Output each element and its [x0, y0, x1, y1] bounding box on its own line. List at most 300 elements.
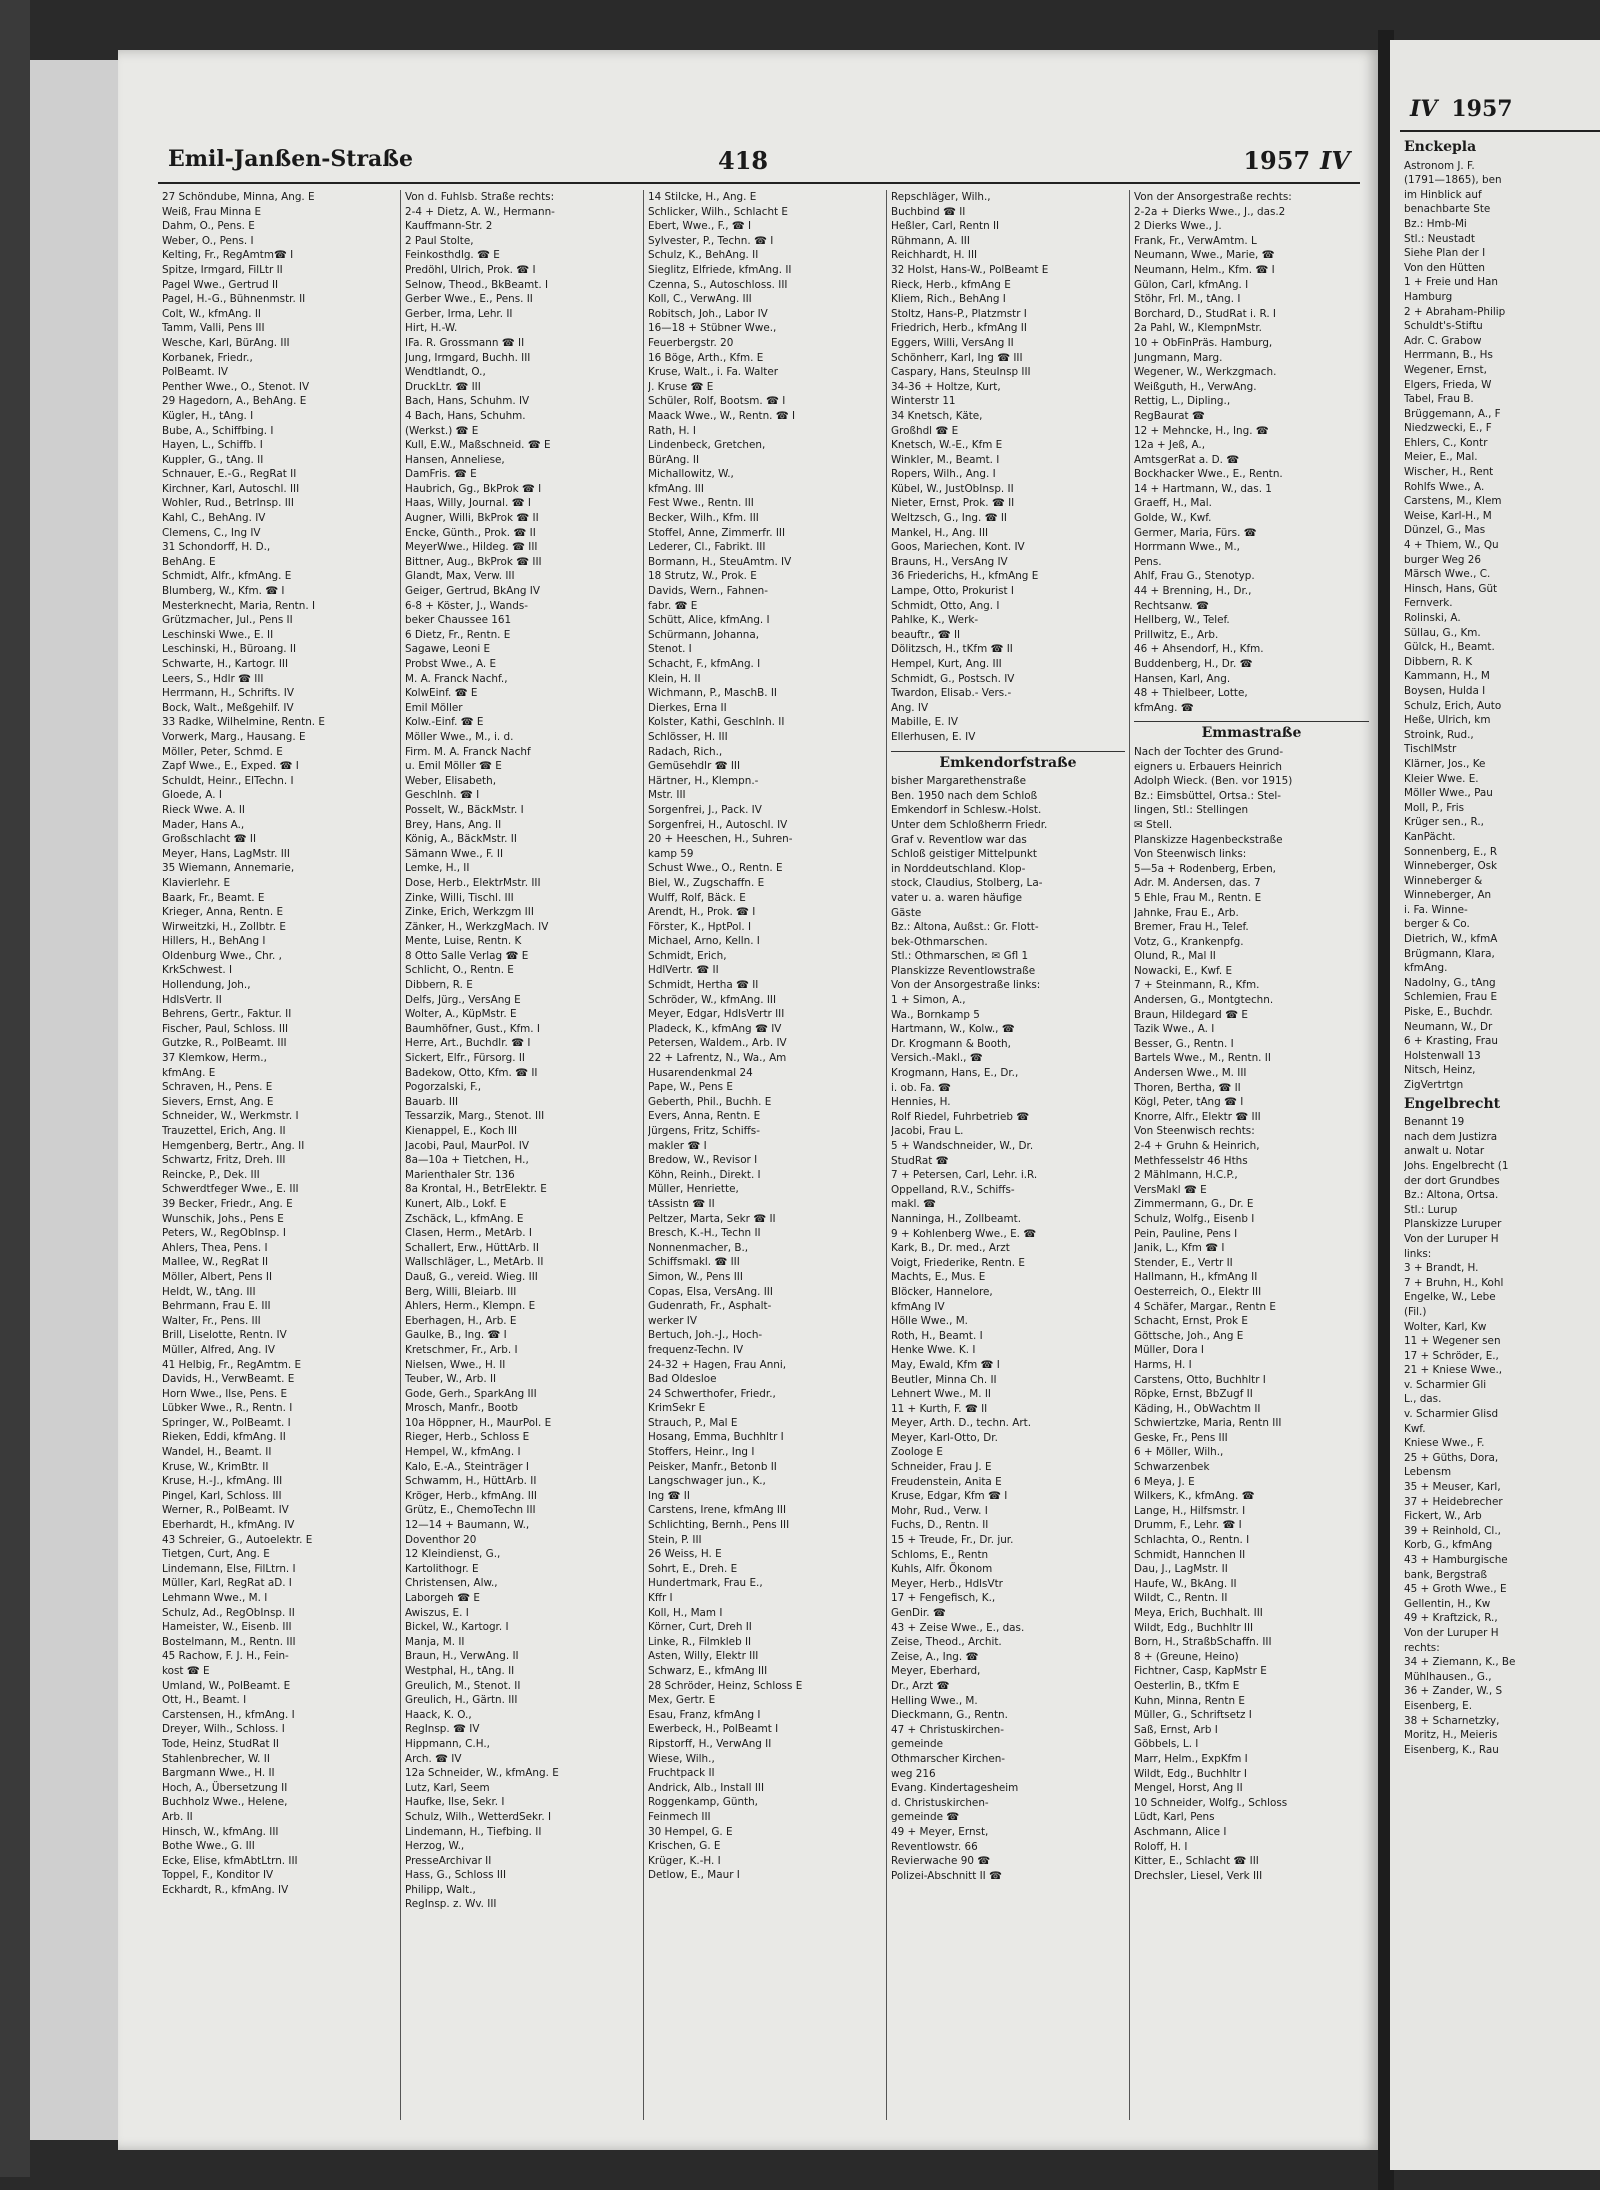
directory-entry: Möller Wwe., M., i. d.: [405, 730, 514, 743]
directory-entry: Holstenwall 13: [1404, 1049, 1481, 1062]
directory-entry: Ott, H., Beamt. I: [162, 1694, 247, 1707]
directory-entry: 28 Schröder, Heinz, Schloss E: [648, 1679, 803, 1692]
directory-entry: Bach, Hans, Schuhm. IV: [405, 395, 530, 408]
directory-entry: im Hinblick auf: [1404, 188, 1482, 201]
directory-entry: makler ☎ I: [648, 1139, 707, 1152]
directory-entry: 43 Schreier, G., Autoelektr. E: [162, 1533, 313, 1546]
directory-entry: 10 + ObFinPräs. Hamburg,: [1134, 336, 1273, 349]
directory-entry: Arendt, H., Prok. ☎ I: [648, 906, 756, 919]
directory-entry: 27 Schöndube, Minna, Ang. E: [162, 191, 315, 203]
directory-entry: Müller, Dora I: [1134, 1344, 1204, 1357]
directory-entry: links:: [1404, 1247, 1432, 1260]
directory-entry: GenDir. ☎: [891, 1607, 946, 1619]
directory-entry: Hempel, W., kfmAng. I: [405, 1446, 521, 1459]
directory-entry: Biel, W., Zugschaffn. E: [648, 876, 765, 889]
directory-entry: Eggers, Willi, VersAng II: [891, 336, 1014, 349]
directory-entry: Schloß geistiger Mittelpunkt: [891, 848, 1037, 861]
directory-entry: Bickel, W., Kartogr. I: [405, 1621, 509, 1634]
directory-entry: IFa. R. Grossmann ☎ II: [405, 336, 525, 349]
directory-entry: Hennies, H.: [891, 1096, 951, 1109]
directory-entry: Feinmech III: [648, 1810, 711, 1823]
directory-entry: Von der Luruper H: [1404, 1232, 1499, 1245]
directory-entry: 44 + Brenning, H., Dr.,: [1134, 585, 1252, 598]
directory-entry: Schwarz, E., kfmAng III: [648, 1664, 768, 1677]
directory-entry: Maack Wwe., W., Rentn. ☎ I: [648, 409, 796, 422]
directory-entry: Wilkers, K., kfmAng. ☎: [1134, 1490, 1255, 1503]
directory-entry: Blumberg, W., Kfm. ☎ I: [162, 585, 285, 598]
directory-entry: 7 + Petersen, Carl, Lehr. i.R.: [891, 1169, 1038, 1182]
directory-entry: Kartolithogr. E: [405, 1562, 479, 1575]
directory-entry: Manja, M. II: [405, 1635, 465, 1648]
directory-entry: Hinsch, W., kfmAng. III: [162, 1825, 279, 1838]
directory-entry: Hartmann, W., Kolw., ☎: [891, 1023, 1015, 1036]
directory-entry: Eberhardt, H., kfmAng. IV: [162, 1519, 295, 1532]
directory-entry: Dierkes, Erna II: [648, 701, 727, 714]
directory-entry: Stl.: Lurup: [1404, 1203, 1458, 1216]
directory-entry: Mankel, H., Ang. III: [891, 526, 989, 539]
directory-entry: Gode, Gerh., SparkAng III: [405, 1387, 537, 1400]
directory-entry: DruckLtr. ☎ III: [405, 380, 481, 393]
directory-entry: Wirweitzki, H., Zollbtr. E: [162, 920, 286, 933]
directory-entry: Förster, K., HptPol. I: [648, 920, 752, 933]
directory-entry: Schönherr, Karl, Ing ☎ III: [891, 351, 1023, 364]
directory-entry: Gäste: [891, 906, 922, 919]
directory-entry: Rieken, Eddi, kfmAng. II: [162, 1431, 286, 1444]
directory-entry: Born, H., StraßbSchaffn. III: [1134, 1636, 1272, 1649]
directory-entry: Simon, W., Pens III: [648, 1270, 743, 1283]
directory-entry: (Werkst.) ☎ E: [405, 424, 479, 437]
directory-entry: Fernverk.: [1404, 597, 1453, 610]
directory-entry: Sylvester, P., Techn. ☎ I: [648, 234, 774, 247]
directory-entry: 34 Knetsch, Käte,: [891, 409, 983, 422]
directory-entry: 6 Dietz, Fr., Rentn. E: [405, 628, 511, 641]
directory-entry: Caspary, Hans, SteuInsp III: [891, 366, 1031, 379]
directory-entry: kfmAng. ☎: [1134, 701, 1194, 714]
directory-entry: Dau, J., LagMstr. II: [1134, 1563, 1228, 1576]
directory-entry: Schmidt, Alfr., kfmAng. E: [162, 570, 292, 583]
directory-entry: Esau, Franz, kfmAng I: [648, 1708, 761, 1721]
directory-entry: Michael, Arno, Kelln. I: [648, 935, 760, 948]
directory-entry: Wiese, Wilh.,: [648, 1752, 715, 1765]
directory-entry: Rühmann, A. III: [891, 234, 970, 247]
directory-entry: 11 + Wegener sen: [1404, 1335, 1501, 1348]
directory-entry: Kffr I: [648, 1592, 673, 1604]
directory-entry: Wunschik, Johs., Pens E: [162, 1212, 284, 1225]
right-year: 1957: [1451, 96, 1513, 122]
directory-entry: 17 + Schröder, E.,: [1404, 1349, 1499, 1362]
directory-entry: Tietgen, Curt, Ang. E: [162, 1548, 270, 1561]
directory-entry: Meya, Erich, Buchhalt. III: [1134, 1607, 1263, 1619]
directory-entry: Badekow, Otto, Kfm. ☎ II: [405, 1066, 538, 1079]
directory-entry: Eisenberg, E.: [1404, 1699, 1472, 1712]
directory-entry: 41 Helbig, Fr., RegAmtm. E: [162, 1358, 302, 1371]
directory-entry: Aschmann, Alice I: [1134, 1825, 1227, 1838]
directory-entry: Schütt, Alice, kfmAng. I: [648, 614, 770, 627]
directory-entry: Koll, H., Mam I: [648, 1606, 723, 1619]
directory-entry: 20 + Heeschen, H., Suhren-: [648, 833, 793, 846]
directory-entry: Kleier Wwe. E.: [1404, 772, 1479, 785]
directory-entry: Schlachta, O., Rentn. I: [1134, 1534, 1250, 1547]
directory-entry: Roggenkamp, Günth,: [648, 1796, 758, 1809]
directory-entry: Jacobi, Frau L.: [891, 1125, 964, 1138]
directory-entry: Lehnert Wwe., M. II: [891, 1388, 991, 1401]
directory-entry: Engelke, W., Lebe: [1404, 1291, 1496, 1304]
directory-entry: 7 + Bruhn, H., Kohl: [1404, 1276, 1504, 1289]
directory-entry: Hosang, Emma, Buchhltr I: [648, 1431, 784, 1444]
directory-entry: Mstr. III: [648, 789, 686, 802]
directory-entry: Arch. ☎ IV: [405, 1752, 462, 1765]
directory-entry: 18 Strutz, W., Prok. E: [648, 570, 757, 583]
year-volume: [1243, 146, 1350, 175]
directory-entry: Germer, Maria, Fürs. ☎: [1134, 526, 1257, 539]
directory-entry: Ewerbeck, H., PolBeamt I: [648, 1723, 779, 1736]
directory-entry: Hollendung, Joh.,: [162, 979, 251, 992]
directory-entry: 12a Schneider, W., kfmAng. E: [405, 1767, 559, 1780]
directory-entry: 26 Weiss, H. E: [648, 1548, 722, 1561]
directory-entry: Planskizze Reventlowstraße: [891, 964, 1036, 977]
directory-entry: vater u. a. waren häufige: [891, 891, 1022, 904]
column-1: [158, 190, 401, 2120]
directory-entry: Krüger sen., R.,: [1404, 816, 1484, 829]
directory-entry: Zinke, Willi, Tischl. III: [405, 891, 514, 904]
directory-entry: Bauarb. III: [405, 1095, 459, 1108]
directory-entry: Behrmann, Frau E. III: [162, 1300, 271, 1313]
directory-entry: stock, Claudius, Stolberg, La-: [891, 877, 1043, 890]
directory-entry: Möller Wwe., Pau: [1404, 787, 1493, 800]
directory-entry: Jung, Irmgard, Buchh. III: [405, 351, 531, 364]
directory-entry: Davids, H., VerwBeamt. E: [162, 1373, 295, 1386]
directory-entry: Pagel Wwe., Gertrud II: [162, 278, 279, 291]
directory-entry: Schröder, W., kfmAng. III: [648, 993, 777, 1006]
directory-entry: Astronom J. F.: [1404, 159, 1475, 172]
directory-entry: Ehlers, C., Kontr: [1404, 436, 1488, 449]
directory-entry: Weber, Elisabeth,: [405, 774, 496, 787]
directory-entry: Bothe Wwe., G. III: [162, 1840, 255, 1853]
directory-entry: lingen, Stl.: Stellingen: [1134, 804, 1249, 817]
directory-entry: TischlMstr: [1404, 743, 1457, 756]
directory-entry: Graf v. Reventlow war das: [891, 833, 1027, 846]
directory-entry: Haufke, Ilse, Sekr. I: [405, 1796, 505, 1809]
directory-entry: 12a + Jeß, A.,: [1134, 439, 1206, 452]
directory-entry: Kretschmer, Fr., Arb. I: [405, 1343, 518, 1356]
directory-entry: Othmarscher Kirchen-: [891, 1752, 1006, 1765]
directory-entry: beker Chaussee 161: [405, 614, 512, 627]
page-header: [118, 146, 1380, 186]
directory-entry: gemeinde: [891, 1738, 943, 1751]
directory-entry: Großschlacht ☎ II: [162, 833, 257, 846]
left-book-edge: [0, 0, 30, 2177]
header-rule: [158, 182, 1360, 184]
directory-entry: Fest Wwe., Rentn. III: [648, 497, 754, 510]
directory-entry: Röpke, Ernst, BbZugf II: [1134, 1388, 1253, 1401]
directory-entry: Hirt, H.-W.: [405, 322, 458, 335]
directory-entry: Bertuch, Joh.-J., Hoch-: [648, 1329, 763, 1342]
directory-entry: Gloede, A. I: [162, 789, 222, 802]
directory-entry: Clemens, C., Ing IV: [162, 526, 261, 539]
directory-entry: Müller, Karl, RegRat aD. I: [162, 1577, 292, 1590]
directory-entry: 47 + Christuskirchen-: [891, 1723, 1004, 1736]
directory-entry: Zapf Wwe., E., Exped. ☎ I: [162, 760, 299, 773]
directory-entry: Schacht, Ernst, Prok E: [1134, 1315, 1248, 1328]
directory-entry: Mabille, E. IV: [891, 716, 958, 729]
directory-entry: Schulz, Wolfg., Eisenb I: [1134, 1212, 1255, 1225]
directory-entry: Langschwager jun., K.,: [648, 1475, 766, 1488]
directory-entry: Graeff, H., Mal.: [1134, 497, 1212, 510]
directory-entry: Von der Luruper H: [1404, 1626, 1499, 1639]
directory-entry: Wallschläger, L., MetArb. II: [405, 1256, 544, 1269]
directory-entry: Blöcker, Hannelore,: [891, 1285, 993, 1298]
directory-entry: Schwarte, H., Kartogr. III: [162, 658, 289, 670]
directory-entry: Clasen, Herm., MetArb. I: [405, 1227, 532, 1240]
directory-entry: Jacobi, Paul, MaurPol. IV: [405, 1139, 529, 1152]
directory-entry: Encke, Günth., Prok. ☎ II: [405, 526, 536, 539]
directory-entry: Meyer, Arth. D., techn. Art.: [891, 1417, 1032, 1430]
directory-entry: Borchard, D., StudRat i. R. I: [1134, 307, 1276, 320]
directory-entry: Schraven, H., Pens. E: [162, 1081, 273, 1094]
directory-entry: Feuerbergstr. 20: [648, 336, 734, 349]
directory-entry: Von Steenwisch rechts:: [1134, 1125, 1255, 1138]
directory-entry: Müller, Henriette,: [648, 1183, 739, 1196]
directory-entry: Zeise, Theod., Archit.: [891, 1636, 1002, 1649]
right-page-column: [1404, 136, 1600, 2136]
directory-entry: Vorwerk, Marg., Hausang. E: [162, 730, 306, 743]
directory-entry: RegBaurat ☎: [1134, 409, 1205, 422]
directory-entry: Schwamm, H., HüttArb. II: [405, 1475, 537, 1488]
directory-entry: Kienappel, E., Koch III: [405, 1125, 518, 1137]
directory-entry: Kark, B., Dr. med., Arzt: [891, 1242, 1010, 1255]
directory-entry: Baark, Fr., Beamt. E: [162, 891, 265, 904]
directory-entry: Machts, E., Mus. E: [891, 1271, 986, 1284]
directory-entry: Rohlfs Wwe., A.: [1404, 480, 1485, 493]
directory-entry: Nadolny, G., tAng: [1404, 976, 1496, 989]
directory-entry: 35 Wiemann, Annemarie,: [162, 862, 295, 875]
directory-entry: Walter, Fr., Pens. III: [162, 1314, 261, 1327]
directory-entry: Mente, Luise, Rentn. K: [405, 935, 522, 948]
column-3: [644, 190, 887, 2120]
directory-entry: Carstens, Otto, Buchhltr I: [1134, 1373, 1266, 1386]
directory-entry: Braun, Hildegard ☎ E: [1134, 1008, 1248, 1021]
directory-entry: Rath, H. I: [648, 424, 696, 437]
directory-entry: Stender, E., Vertr II: [1134, 1256, 1233, 1269]
directory-entry: Emkendorf in Schlesw.-Holst.: [891, 804, 1042, 817]
directory-entry: beauftr., ☎ II: [891, 628, 961, 641]
directory-entry: Reventlowstr. 66: [891, 1840, 978, 1853]
directory-entry: RegInsp. z. Wv. III: [405, 1898, 497, 1911]
directory-entry: 10 Schneider, Wolfg., Schloss: [1134, 1796, 1288, 1809]
directory-entry: Bz.: Altona, Ortsa.: [1404, 1189, 1499, 1202]
directory-entry: Benannt 19: [1404, 1116, 1465, 1129]
directory-entry: Evers, Anna, Rentn. E: [648, 1110, 761, 1123]
directory-entry: Kliem, Rich., BehAng I: [891, 293, 1006, 306]
directory-entry: KanPächt.: [1404, 830, 1456, 843]
directory-entry: Bremer, Frau H., Telef.: [1134, 921, 1249, 934]
directory-entry: Gutzke, R., PolBeamt. III: [162, 1037, 287, 1050]
directory-entry: StudRat ☎: [891, 1154, 949, 1167]
directory-entry: Kögl, Peter, tAng ☎ I: [1134, 1096, 1244, 1109]
directory-entry: Polizei-Abschnitt II ☎: [891, 1869, 1002, 1882]
directory-entry: Schust Wwe., O., Rentn. E: [648, 862, 783, 875]
directory-entry: Olund, R., Mal II: [1134, 950, 1216, 963]
directory-entry: 38 + Scharnetzky,: [1404, 1714, 1500, 1727]
directory-entry: Voigt, Friederike, Rentn. E: [891, 1256, 1025, 1269]
directory-entry: nach dem Justizra: [1404, 1130, 1498, 1143]
directory-entry: Dibbern, R. K: [1404, 655, 1473, 668]
directory-entry: Beutler, Minna Ch. II: [891, 1373, 997, 1386]
directory-entry: Rolinski, A.: [1404, 612, 1461, 624]
directory-entry: Fruchtpack II: [648, 1767, 715, 1780]
directory-entry: 36 Friederichs, H., kfmAng E: [891, 570, 1039, 583]
directory-entry: 6 + Möller, Wilh.,: [1134, 1446, 1224, 1459]
directory-entry: Knetsch, W.-E., Kfm E: [891, 439, 1003, 452]
directory-entry: 45 + Groth Wwe., E: [1404, 1583, 1507, 1596]
directory-entry: Reincke, P., Dek. III: [162, 1168, 260, 1181]
directory-entry: Bz.: Altona, Außst.: Gr. Flott-: [891, 921, 1039, 934]
directory-entry: Wildt, C., Rentn. II: [1134, 1592, 1228, 1605]
directory-entry: Berg, Willi, Bleiarb. III: [405, 1285, 517, 1298]
page-419-fragment: [1390, 40, 1600, 2170]
directory-entry: 46 + Ahsendorf, H., Kfm.: [1134, 643, 1264, 656]
directory-entry: Peters, W., RegObInsp. I: [162, 1227, 286, 1240]
directory-entry: Koll, C., VerwAng. III: [648, 293, 752, 306]
directory-entry: Helling Wwe., M.: [891, 1694, 978, 1707]
directory-entry: Lange, H., Hilfsmstr. I: [1134, 1504, 1246, 1517]
directory-entry: kost ☎ E: [162, 1664, 210, 1677]
directory-entry: Haubrich, Gg., BkProk ☎ I: [405, 482, 542, 495]
directory-entry: Nitsch, Heinz,: [1404, 1064, 1476, 1077]
directory-entry: Ecke, Elise, kfmAbtLtrn. III: [162, 1854, 298, 1867]
directory-entry: Schneider, W., Werkmstr. I: [162, 1110, 299, 1123]
directory-entry: Werner, R., PolBeamt. IV: [162, 1504, 289, 1517]
directory-entry: Pagel, H.-G., Bühnenmstr. II: [162, 293, 306, 306]
directory-entry: makl. ☎: [891, 1198, 936, 1211]
directory-entry: Dünzel, G., Mas: [1404, 524, 1486, 537]
directory-entry: Lampe, Otto, Prokurist I: [891, 585, 1014, 598]
directory-entry: Hansen, Karl, Ang.: [1134, 672, 1231, 685]
directory-entry: 6 + Krasting, Frau: [1404, 1035, 1498, 1048]
street-section-heading: Engelbrecht: [1404, 1095, 1501, 1112]
directory-entry: Fischer, Paul, Schloss. III: [162, 1022, 289, 1035]
directory-entry: Sonnenberg, E., R: [1404, 845, 1498, 858]
directory-entry: rechts:: [1404, 1641, 1440, 1654]
right-section-title: Enckepla: [1404, 139, 1477, 155]
directory-entry: Schlösser, H. III: [648, 730, 728, 743]
directory-entry: Wischer, H., Rent: [1404, 466, 1494, 479]
directory-entry: Bargmann Wwe., H. II: [162, 1767, 275, 1780]
directory-entry: Gudenrath, Fr., Asphalt-: [648, 1300, 772, 1313]
directory-entry: Köhn, Reinh., Direkt. I: [648, 1168, 761, 1181]
directory-entry: 35 + Meuser, Karl,: [1404, 1481, 1501, 1494]
directory-entry: i. ob. Fa. ☎: [891, 1081, 951, 1094]
directory-entry: Stoffers, Heinr., Ing I: [648, 1446, 755, 1459]
directory-entry: Kuhn, Minna, Rentn E: [1134, 1694, 1245, 1707]
directory-entry: Eberhagen, H., Arb. E: [405, 1314, 517, 1327]
directory-entry: Nieter, Ernst, Prok. ☎ II: [891, 497, 1015, 510]
directory-entry: Delfs, Jürg., VersAng E: [405, 993, 521, 1006]
directory-entry: 24-32 + Hagen, Frau Anni,: [648, 1358, 787, 1371]
directory-entry: Kröger, Herb., kfmAng. III: [405, 1489, 537, 1502]
directory-entry: Adr. M. Andersen, das. 7: [1134, 877, 1261, 890]
directory-entry: 12—14 + Baumann, W.,: [405, 1519, 530, 1532]
directory-entry: Zeise, A., Ing. ☎: [891, 1650, 979, 1663]
directory-entry: 5 + Wandschneider, W., Dr.: [891, 1140, 1034, 1152]
directory-entry: Mallee, W., RegRat II: [162, 1256, 269, 1269]
directory-entry: Kuppler, G., tAng. II: [162, 453, 264, 466]
directory-entry: Buddenberg, H., Dr. ☎: [1134, 658, 1253, 670]
street-section-heading: Emkendorfstraße: [891, 751, 1125, 771]
directory-entry: MeyerWwe., Hildeg. ☎ III: [405, 541, 538, 554]
directory-entry: 22 + Lafrentz, N., Wa., Am: [648, 1052, 787, 1065]
directory-entry: Stl.: Neustadt: [1404, 232, 1475, 245]
directory-entry: Toppel, F., Konditor IV: [162, 1869, 274, 1882]
directory-entry: Harms, H. I: [1134, 1358, 1192, 1371]
directory-entry: 4 + Thiem, W., Qu: [1404, 539, 1499, 552]
directory-entry: Prillwitz, E., Arb.: [1134, 628, 1219, 641]
directory-entry: Besser, G., Rentn. I: [1134, 1037, 1234, 1050]
directory-entry: Copas, Elsa, VersAng. III: [648, 1285, 773, 1298]
directory-entry: 2a Pahl, W., KlempnMstr.: [1134, 322, 1262, 335]
directory-entry: Brauns, H., VersAng IV: [891, 555, 1008, 568]
directory-entry: Möller, Albert, Pens II: [162, 1270, 273, 1283]
directory-entry: Von der Ansorgestraße rechts:: [1134, 191, 1292, 203]
directory-entry: Brey, Hans, Ang. II: [405, 818, 502, 831]
directory-entry: Winneberger, Osk: [1404, 860, 1498, 873]
directory-entry: Ahlers, Thea, Pens. I: [162, 1241, 268, 1254]
street-title: Emil-Janßen-Straße: [168, 146, 413, 172]
directory-entry: 9 + Kohlenberg Wwe., E. ☎: [891, 1227, 1037, 1240]
directory-entry: Dose, Herb., ElektrMstr. III: [405, 876, 541, 889]
directory-entry: Doventhor 20: [405, 1533, 477, 1546]
directory-entry: Schlichting, Bernh., Pens III: [648, 1519, 790, 1532]
directory-entry: Posselt, W., BäckMstr. I: [405, 803, 524, 816]
directory-entry: Versich.-Makl., ☎: [891, 1052, 983, 1065]
directory-entry: Sagawe, Leoni E: [405, 643, 491, 656]
directory-entry: Westphal, H., tAng. II: [405, 1664, 515, 1677]
directory-entry: 1 + Simon, A.,: [891, 994, 966, 1007]
directory-entry: Wandel, H., Beamt. II: [162, 1446, 272, 1459]
directory-entry: 5 Ehle, Frau M., Rentn. E: [1134, 891, 1262, 904]
directory-entry: Herre, Art., Buchdlr. ☎ I: [405, 1037, 531, 1050]
directory-entry: Feinkosthdlg. ☎ E: [405, 249, 500, 262]
directory-entry: Dölitzsch, H., tKfm ☎ II: [891, 643, 1013, 656]
directory-entry: Hinsch, Hans, Güt: [1404, 582, 1498, 595]
directory-entry: Klavierlehr. E: [162, 876, 231, 889]
directory-entry: Firm. M. A. Franck Nachf: [405, 745, 531, 758]
directory-entry: Brill, Liselotte, Rentn. IV: [162, 1329, 287, 1342]
directory-entry: Ellerhusen, E. IV: [891, 730, 976, 743]
directory-entry: Süllau, G., Km.: [1404, 626, 1481, 639]
directory-entry: Meyer, Herb., HdlsVtr: [891, 1577, 1003, 1590]
directory-entry: Pladeck, K., kfmAng ☎ IV: [648, 1022, 782, 1035]
directory-entry: Schneider, Frau J. E: [891, 1461, 992, 1474]
directory-entry: Leers, S., Hdlr ☎ III: [162, 672, 264, 685]
directory-entry: Oesterreich, O., Elektr III: [1134, 1285, 1262, 1298]
directory-entry: Glandt, Max, Verw. III: [405, 570, 515, 583]
directory-entry: Jungmann, Marg.: [1134, 351, 1223, 364]
directory-entry: Müller, G., Schriftsetz I: [1134, 1709, 1252, 1722]
directory-entry: Weißguth, H., VerwAng.: [1134, 380, 1257, 393]
directory-entry: burger Weg 26: [1404, 553, 1482, 566]
directory-entry: Lederer, Cl., Fabrikt. III: [648, 541, 766, 554]
directory-entry: Kitter, E., Schlacht ☎ III: [1134, 1855, 1259, 1868]
directory-entry: Bittner, Aug., BkProk ☎ III: [405, 555, 542, 568]
directory-entry: Christensen, Alw.,: [405, 1577, 498, 1590]
directory-entry: Weise, Karl-H., M: [1404, 509, 1492, 522]
directory-entry: Eisenberg, K., Rau: [1404, 1743, 1499, 1756]
directory-entry: KrimSekr E: [648, 1402, 706, 1415]
page-number: 418: [718, 146, 769, 175]
directory-entry: Mex, Gertr. E: [648, 1694, 716, 1707]
directory-entry: PolBeamt. IV: [162, 366, 229, 379]
